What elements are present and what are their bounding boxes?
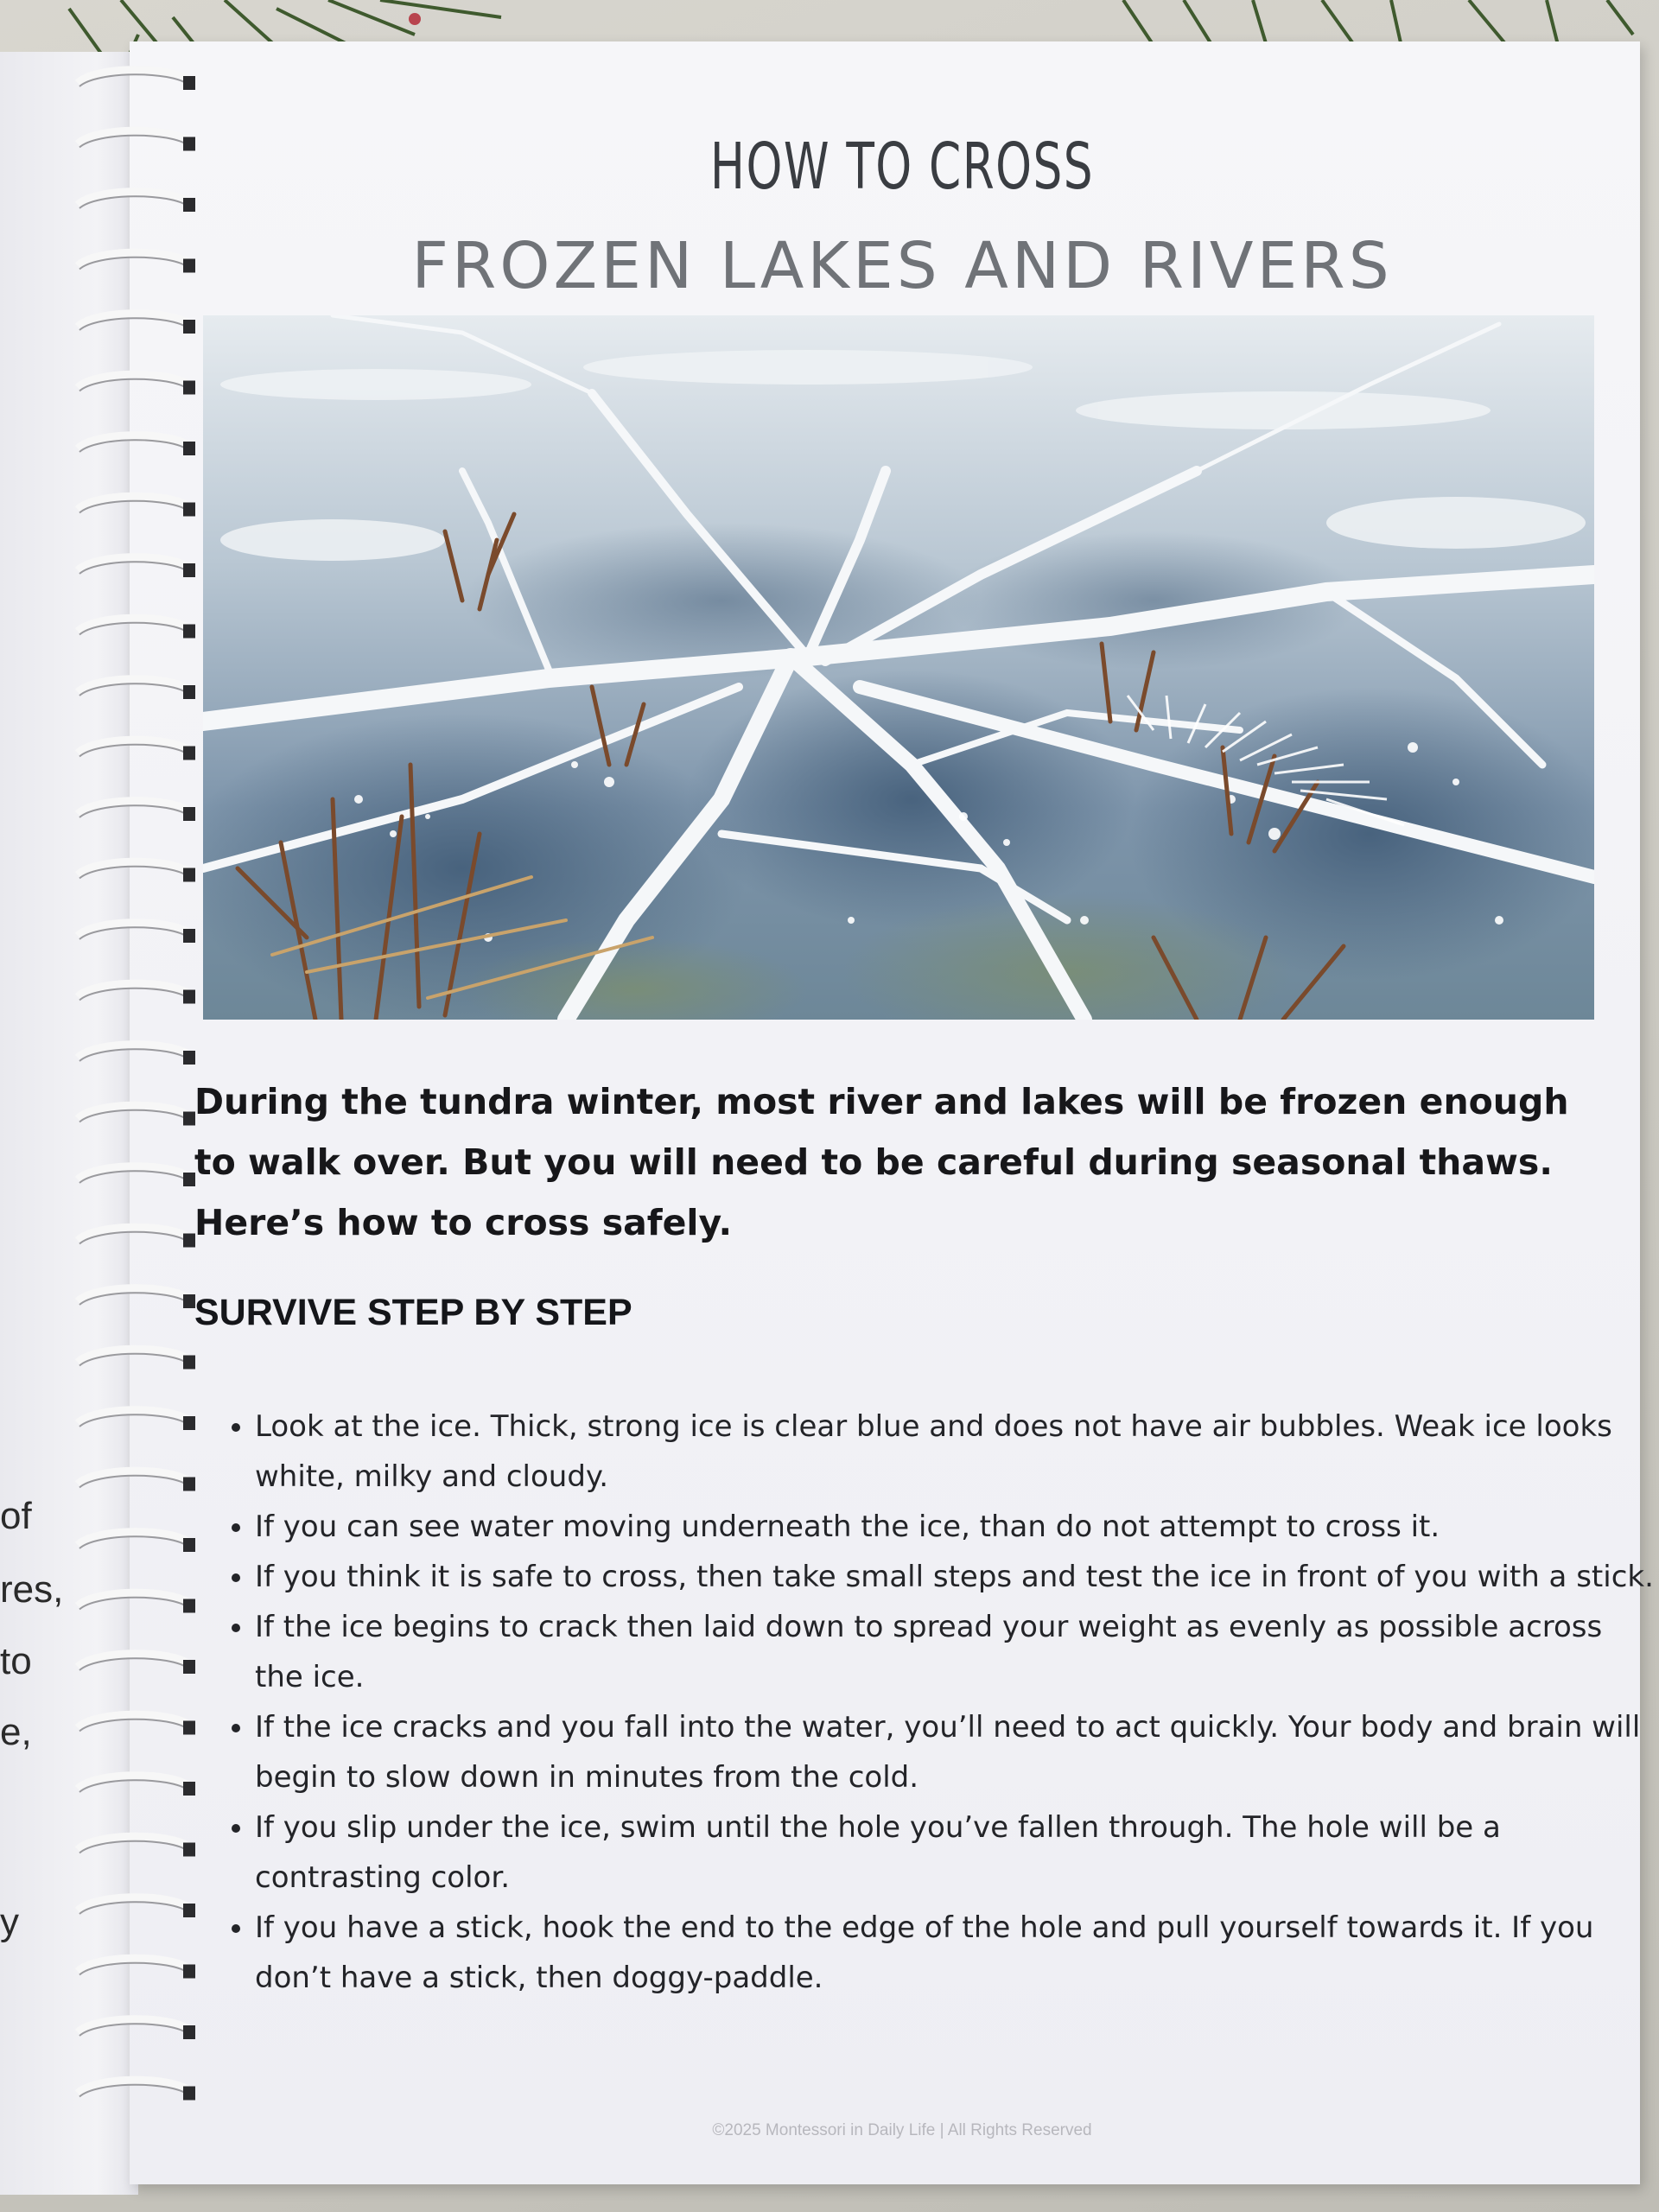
binding-hole [183, 1356, 195, 1370]
spiral-coil [78, 740, 190, 753]
previous-page-text: to [0, 1640, 32, 1682]
spiral-coil [78, 1227, 190, 1240]
binding-hole [183, 1416, 195, 1430]
spiral-coil [78, 374, 190, 387]
binding-hole [183, 1294, 195, 1308]
binding-hole [183, 2087, 195, 2101]
binding-hole [183, 868, 195, 882]
binding-hole [183, 1538, 195, 1552]
binding-hole [183, 563, 195, 577]
binding-hole [183, 76, 195, 90]
binding-hole [183, 1051, 195, 1065]
list-item: • If you slip under the ice, swim until the hole you’ve fallen through. The hole will be a contrasting color. [255, 1802, 1659, 1903]
binding-hole [183, 442, 195, 455]
spiral-coil [78, 1776, 190, 1789]
spiral-coil [78, 1410, 190, 1423]
page-title-top: HOW TO CROSS [709, 130, 1095, 204]
binding-hole [183, 1173, 195, 1186]
spiral-coil [78, 130, 190, 143]
spiral-coil [78, 2080, 190, 2093]
spiral-coil [78, 1349, 190, 1362]
steps-list [212, 1402, 1659, 2003]
spiral-coil [78, 1897, 190, 1910]
spiral-coil [78, 1836, 190, 1849]
binding-hole [183, 1234, 195, 1248]
binding-hole [183, 1112, 195, 1126]
spiral-coil [78, 983, 190, 996]
binding-hole [183, 198, 195, 212]
binding-hole [183, 747, 195, 760]
previous-page-text: y [0, 1901, 19, 1943]
spiral-coil [78, 1045, 190, 1058]
binding-hole [183, 503, 195, 517]
spiral-coil [78, 557, 190, 570]
frozen-lake-illustration [203, 315, 1594, 1020]
binding-hole [183, 1965, 195, 1979]
spiral-coil [78, 1714, 190, 1727]
copyright-footer: ©2025 Montessori in Daily Life | All Rights Reserved [712, 2121, 1092, 2139]
spiral-coil [78, 1288, 190, 1301]
spiral-coil [78, 435, 190, 448]
spiral-coil [78, 1105, 190, 1118]
binding-hole [183, 1843, 195, 1857]
spiral-coil [78, 801, 190, 814]
spiral-coil [78, 1166, 190, 1179]
binding-hole [183, 990, 195, 1004]
binding-hole [183, 1782, 195, 1796]
spiral-coil [78, 618, 190, 631]
page-title-main: FROZEN LAKES AND RIVERS [411, 229, 1393, 303]
spiral-coil [78, 496, 190, 509]
spiral-coil [78, 1958, 190, 1971]
spiral-coil [78, 1471, 190, 1484]
spiral-coil [78, 679, 190, 692]
binding-hole [183, 685, 195, 699]
binding-hole [183, 137, 195, 151]
spiral-coil [78, 1654, 190, 1667]
binding-hole [183, 807, 195, 821]
previous-page-text: of [0, 1495, 32, 1537]
binding-hole [183, 381, 195, 395]
binding-hole [183, 929, 195, 943]
spiral-coil [78, 192, 190, 205]
list-item: • If you can see water moving underneath the ice, than do not attempt to cross it. [255, 1502, 1659, 1552]
binding-hole [183, 1721, 195, 1735]
spiral-coil [78, 70, 190, 83]
list-item: • If you think it is safe to cross, then take small steps and test the ice in front of you with a stick. [255, 1552, 1659, 1602]
spiral-coil [78, 923, 190, 936]
binding-hole [183, 625, 195, 639]
spiral-coil [78, 314, 190, 327]
intro-paragraph: During the tundra winter, most river and lakes will be frozen enough to walk over. But you will need to be careful during seasonal thaws. Here’s how to cross safely. [194, 1081, 1569, 1243]
list-item: • If the ice cracks and you fall into the water, you’ll need to act quickly. Your body and brain will begin to slow down in minutes from the cold. [255, 1702, 1659, 1802]
list-item: • If you have a stick, hook the end to the edge of the hole and pull yourself towards it. If you don’t have a stick, then doggy-paddle. [255, 1903, 1659, 2003]
binding-hole [183, 1660, 195, 1674]
binding-hole [183, 1599, 195, 1613]
binding-hole [183, 1478, 195, 1491]
section-heading: SURVIVE STEP BY STEP [194, 1292, 632, 1333]
spiral-coil [78, 2019, 190, 2032]
list-item: • If the ice begins to crack then laid down to spread your weight as evenly as possible across the ice. [255, 1602, 1659, 1702]
spiral-coil [78, 1532, 190, 1545]
spiral-coil [78, 1592, 190, 1605]
previous-page-text: res, [0, 1568, 64, 1611]
spiral-coil [78, 861, 190, 874]
list-item: • Look at the ice. Thick, strong ice is clear blue and does not have air bubbles. Weak ice looks white, milky and cloudy. [255, 1402, 1659, 1502]
binding-hole [183, 320, 195, 334]
binding-hole [183, 2025, 195, 2039]
previous-page-text: e, [0, 1711, 32, 1753]
binding-hole [183, 1904, 195, 1917]
